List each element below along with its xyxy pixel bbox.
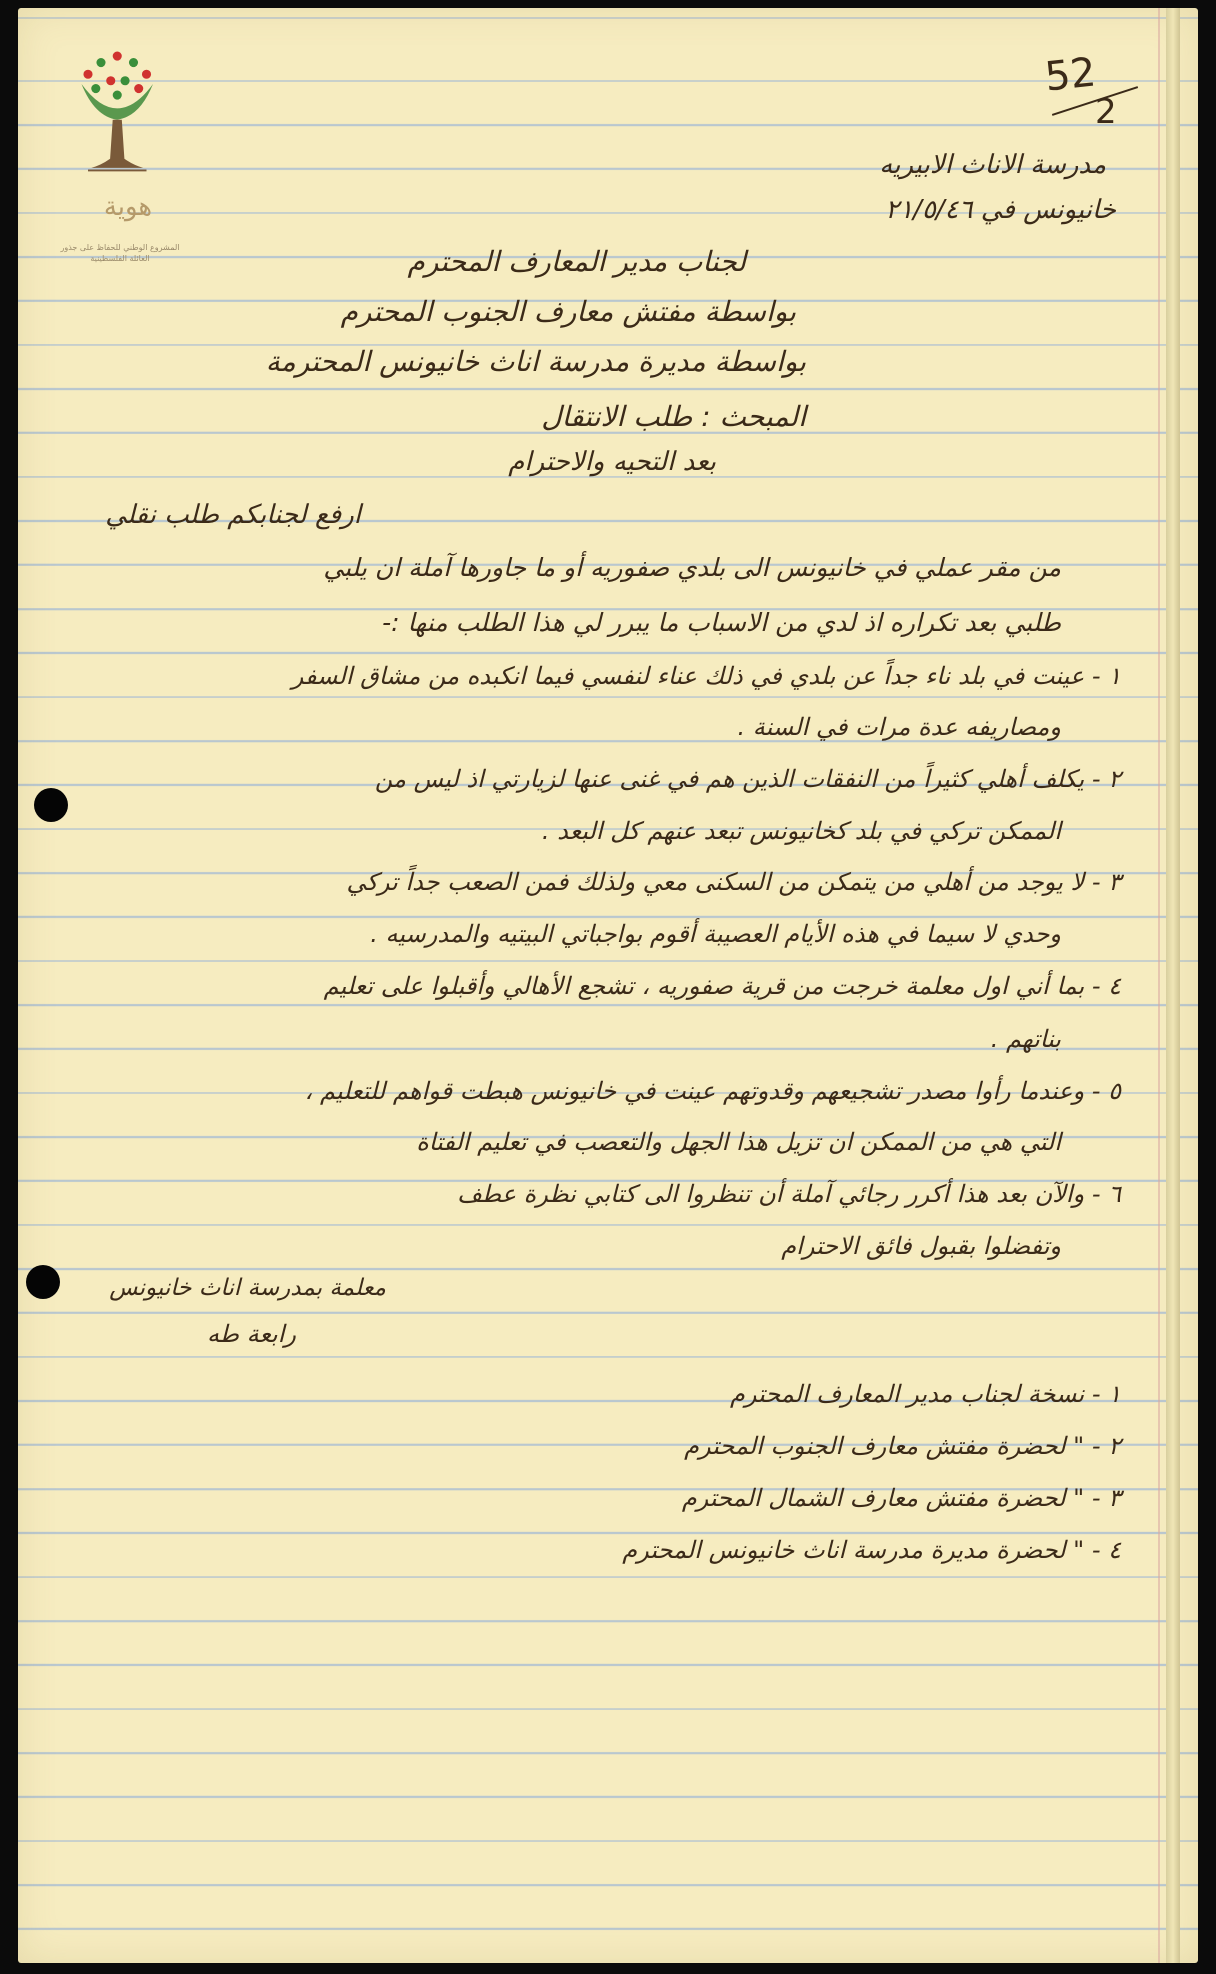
body-line: ٢ - يكلف أهلي كثيراً من النفقات الذين هم في غنى عنها لزيارتي اذ ليس من: [374, 765, 1121, 793]
copy-line: ١ - نسخة لجناب مدير المعارف المحترم: [729, 1380, 1121, 1408]
tree-logo: [62, 48, 192, 198]
page-number: 52: [1042, 49, 1099, 101]
greeting: بعد التحيه والاحترام: [508, 447, 716, 477]
body-line: التي هي من الممكن ان تزيل هذا الجهل والتعصب في تعليم الفتاة: [416, 1128, 1061, 1156]
body-line: ٣ - لا يوجد من أهلي من يتمكن من السكنى معي ولذلك فمن الصعب جداً تركي: [346, 868, 1121, 896]
addressee-line-1: لجناب مدير المعارف المحترم: [407, 245, 746, 278]
logo-word: هوية: [103, 192, 153, 222]
logo-caption: المشروع الوطني للحفاظ على جذور العائلة الفلسطينية: [60, 243, 180, 263]
page-number-sub: 2: [1095, 92, 1117, 132]
signature-name: رابعة طه: [207, 1320, 296, 1348]
body-line: ١ - عينت في بلد ناء جداً عن بلدي في ذلك عناء لنفسي فيما انكبده من مشاق السفر: [291, 662, 1121, 690]
body-line: ٦ - والآن بعد هذا أكرر رجائي آملة أن تنظروا الى كتابي نظرة عطف: [457, 1180, 1121, 1208]
intro-line: ارفع لجنابكم طلب نقلي: [105, 500, 361, 530]
body-line: الممكن تركي في بلد كخانيونس تبعد عنهم كل البعد .: [541, 817, 1061, 845]
copy-line: ٢ - " لحضرة مفتش معارف الجنوب المحترم: [684, 1432, 1121, 1460]
signature-role: معلمة بمدرسة اناث خانيونس: [109, 1275, 386, 1301]
copy-line: ٣ - " لحضرة مفتش معارف الشمال المحترم: [681, 1484, 1121, 1512]
body-line: وتفضلوا بقبول فائق الاحترام: [781, 1232, 1061, 1260]
margin-line: [1158, 8, 1160, 1963]
body-line: طلبي بعد تكراره اذ لدي من الاسباب ما يبرر لي هذا الطلب منها :-: [382, 608, 1061, 637]
body-line: ٥ - وعندما رأوا مصدر تشجيعهم وقدوتهم عينت في خانيونس هبطت قواهم للتعليم ،: [304, 1077, 1121, 1105]
paper-edge: [1166, 8, 1180, 1963]
body-line: ٤ - بما أني اول معلمة خرجت من قرية صفوريه ، تشجع الأهالي وأقبلوا على تعليم: [323, 972, 1121, 1000]
addressee-line-3: بواسطة مديرة مدرسة اناث خانيونس المحترمة: [265, 345, 806, 378]
copy-line: ٤ - " لحضرة مديرة مدرسة اناث خانيونس المحترم: [622, 1536, 1121, 1564]
subject-line: المبحث : طلب الانتقال: [541, 400, 806, 433]
school-name: مدرسة الاناث الابيريه: [879, 150, 1106, 180]
body-line: بناتهم .: [990, 1025, 1061, 1053]
body-line: من مقر عملي في خانيونس الى بلدي صفوريه أو ما جاورها آملة ان يلبي: [323, 553, 1061, 582]
punch-hole: [34, 788, 68, 822]
addressee-line-2: بواسطة مفتش معارف الجنوب المحترم: [340, 295, 796, 328]
body-line: ومصاريفه عدة مرات في السنة .: [737, 713, 1061, 741]
place-date: خانيونس في ٢١/٥/٤٦: [885, 195, 1116, 225]
punch-hole: [26, 1265, 60, 1299]
body-line: وحدي لا سيما في هذه الأيام العصيبة أقوم بواجباتي البيتيه والمدرسيه .: [370, 920, 1061, 948]
